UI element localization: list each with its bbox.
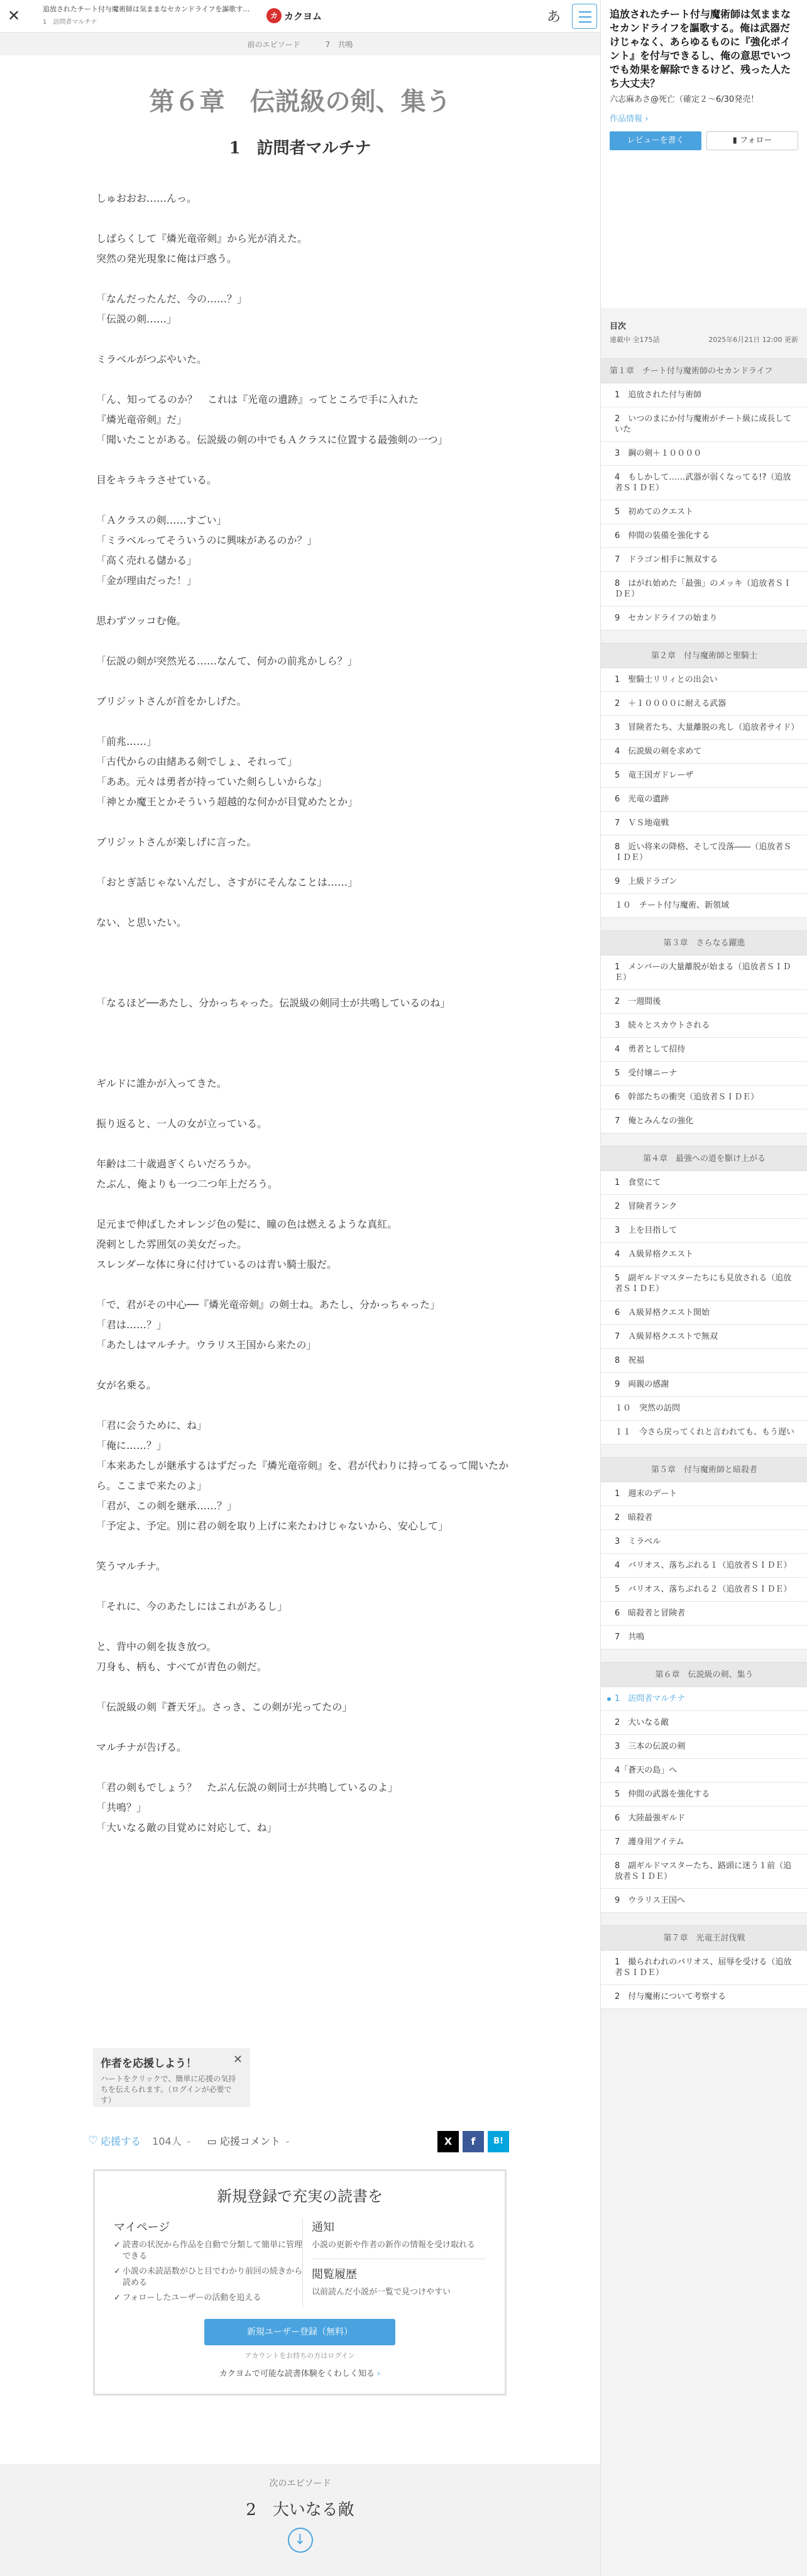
toc-episode-item[interactable]: 8 はがれ始めた「最強」のメッキ（追放者ＳＩＤＥ） [601, 572, 807, 607]
author-name[interactable]: 六志麻あさ@死亡（確定２〜6/30発売！ [610, 95, 759, 104]
updated-date: 2025年6月21日 12:00 更新 [708, 336, 798, 344]
toc-episode-item[interactable]: 2 いつのまにか付与魔術がチート級に成長していた [601, 407, 807, 442]
toc-episode-item[interactable]: 6 Ａ級昇格クエスト開始 [601, 1301, 807, 1325]
body-line: 女が名乗る。 [96, 1379, 157, 1391]
body-line [96, 712, 511, 732]
toc-episode-item[interactable]: 6 仲間の装備を強化する [601, 524, 807, 548]
toc-episode-item[interactable]: 8 祝福 [601, 1349, 807, 1373]
body-line [96, 450, 511, 470]
x-share-icon[interactable]: X [437, 2131, 459, 2152]
toc-episode-item[interactable]: 5 受付嬢ニーナ [601, 1062, 807, 1086]
body-line [96, 1033, 511, 1054]
body-line: 「なるほど──あたし、分かっちゃった。伝説級の剣同士が共鳴しているのね」 [96, 997, 451, 1009]
body-line: 「なんだったんだ、今の……？」 [96, 293, 248, 305]
toc-chapter-heading[interactable]: 第７章 光竜王討伐戦 [601, 1925, 807, 1951]
toc-episode-item[interactable]: 9 上級ドラゴン [601, 870, 807, 894]
logo-text: カクヨム [284, 10, 322, 22]
toc-episode-item[interactable]: 3 三本の伝説の剣 [601, 1735, 807, 1759]
cheer-count[interactable]: 104人 [152, 2135, 182, 2147]
body-line: 「大いなる敵の目覚めに対応して、ね」 [96, 1822, 277, 1834]
body-line [96, 269, 511, 289]
sidebar [600, 0, 807, 2576]
prev-episode-info[interactable]: 7 共鳴 [325, 40, 353, 49]
body-line: 「俺に……？」 [96, 1439, 167, 1451]
facebook-share-icon[interactable]: f [463, 2131, 484, 2152]
support-heading: 作者を応援しよう！ [101, 2057, 197, 2070]
body-line [96, 1717, 511, 1737]
toc-episode-item[interactable]: 6 暗殺者と冒険者 [601, 1602, 807, 1626]
body-line: 「金が理由だった！」 [96, 575, 197, 586]
toc-episode-item[interactable]: 3 ミラベル [601, 1530, 807, 1554]
body-line: 年齢は二十歳過ぎくらいだろうか。 [96, 1158, 258, 1170]
chevron-down-icon[interactable]: ⌄ [283, 2135, 291, 2145]
history-text: 以前読んだ小説が一覧で見つけやすい [312, 2287, 451, 2297]
toc-episode-item[interactable]: 1 メンバーの大量離脱が始まる（追放者ＳＩＤＥ） [601, 955, 807, 990]
chevron-right-icon: › [645, 114, 649, 124]
history-heading: 閲覧履歴 [312, 2259, 486, 2282]
body-line: 「予定よ、予定。別に君の剣を取り上げに来たわけじゃないから、安心して」 [96, 1520, 449, 1532]
font-settings-button[interactable]: あ [547, 9, 561, 25]
chevron-right-icon: › [376, 2369, 381, 2379]
toc-episode-item[interactable]: 3 続々とスカウトされる [601, 1014, 807, 1038]
body-line: 「おとぎ話じゃないんだし、さすがにそんなことは……」 [96, 876, 358, 888]
next-episode-label: 次のエピソード [269, 2479, 331, 2489]
logo-mark-icon: カ [266, 8, 282, 23]
body-line [96, 370, 511, 390]
toc-episode-item[interactable]: 5 仲間の武器を強化する [601, 1783, 807, 1807]
toc-episode-item[interactable]: 8 近い将来の降格、そして没落――（追放者ＳＩＤＥ） [601, 835, 807, 870]
body-line [96, 1395, 511, 1416]
toc-episode-item[interactable]: 2 大いなる敵 [601, 1711, 807, 1735]
table-of-contents-button[interactable] [572, 4, 597, 29]
body-line: 「神とか魔王とかそういう超越的な何かが目覚めたとか」 [96, 796, 358, 808]
body-line [96, 1677, 511, 1697]
toc-chapter-heading[interactable]: 第２章 付与魔術師と聖騎士 [601, 643, 807, 668]
toc-episode-item[interactable]: 1 訪問者マルチナ [601, 1687, 807, 1711]
support-prompt [93, 2048, 250, 2107]
toc-meta [610, 334, 798, 344]
body-line: しばらくして『燐光竜帝剣』から光が消えた。 [96, 233, 308, 245]
prev-episode-link[interactable]: 前のエピソード [247, 40, 300, 49]
body-line [96, 1617, 511, 1637]
body-line [96, 329, 511, 350]
close-icon[interactable]: ✕ [8, 7, 21, 25]
episode-count: 連載中 全175話 [610, 336, 660, 344]
body-line [96, 1013, 511, 1033]
body-line: 「で、君がその中心──『燐光竜帝剣』の剣士ね。あたし、分かっちゃった」 [96, 1299, 440, 1311]
body-line [96, 591, 511, 611]
body-line: マルチナが告げる。 [96, 1741, 187, 1753]
next-episode-section [0, 2464, 600, 2576]
toc-episode-item[interactable]: 8 副ギルドマスターたち、路頭に迷う１前（追放者ＳＩＤＥ） [601, 1854, 807, 1889]
work-title-header[interactable]: 追放されたチート付与魔術師は気ままなセカンドライフを謳歌する。 [43, 5, 256, 13]
body-line [96, 1194, 511, 1214]
toc-episode-item[interactable]: 9 セカンドライフの始まり [601, 607, 807, 630]
body-line [96, 1275, 511, 1295]
arrow-down-icon[interactable]: ↓ [288, 2528, 313, 2553]
body-line: 溌剌とした雰囲気の美女だった。 [96, 1238, 248, 1250]
body-line [96, 209, 511, 229]
toc-episode-item[interactable]: 5 竜王国ガドレーザ [601, 764, 807, 788]
body-line: 「共鳴？」 [96, 1802, 147, 1814]
body-line [96, 1054, 511, 1074]
body-line: たぶん、俺よりも一つ二つ年上だろう。 [96, 1178, 278, 1190]
login-link[interactable]: アカウントをお持ちの方はログイン [244, 2352, 355, 2360]
body-line: 「伝説の剣が突然光る……なんて、何かの前兆かしら？」 [96, 655, 358, 667]
toc-episode-item[interactable]: 6 光竜の遺跡 [601, 788, 807, 812]
body-line: 「それに、今のあたしにはこれがあるし」 [96, 1600, 288, 1612]
toc-episode-item[interactable]: 7 護身用アイテム [601, 1830, 807, 1854]
work-info-link[interactable]: 作品情報 › [610, 114, 649, 124]
body-line: 刀身も、柄も、すべてが青色の剣だ。 [96, 1661, 267, 1673]
body-line: 「伝説の剣……」 [96, 313, 177, 325]
toc-episode-item[interactable]: 6 大陸最強ギルド [601, 1807, 807, 1830]
toc-chapter-heading[interactable]: 第５章 付与魔術師と暗殺者 [601, 1457, 807, 1482]
learn-more-link[interactable]: カクヨムで可能な読書体験をくわしく知る › [219, 2369, 381, 2379]
body-line: ブリジットさんが楽しげに言った。 [96, 836, 257, 848]
chapter-title: 第６章 伝説級の剣、集う [149, 87, 451, 116]
toc-episode-item[interactable]: 9 ウラリス王国へ [601, 1889, 807, 1913]
toc-episode-item[interactable]: 1 聖騎士リリィとの出会い [601, 668, 807, 692]
toc-episode-item[interactable]: 4 バリオス、落ちぶれる１（追放者ＳＩＤＥ） [601, 1554, 807, 1578]
toc-episode-item[interactable]: 1 追放された付与術師 [601, 383, 807, 407]
body-line [96, 490, 511, 510]
body-line: ミラベルがつぶやいた。 [96, 353, 207, 365]
toc-episode-item[interactable]: １０ チート付与魔術、新領域 [601, 894, 807, 918]
body-line [96, 852, 511, 872]
toc-episode-item[interactable]: 6 幹部たちの衝突（追放者ＳＩＤＥ） [601, 1086, 807, 1109]
body-line: しゅおおお……んっ。 [96, 192, 197, 204]
toc-episode-item[interactable]: 2 一週間後 [601, 990, 807, 1014]
body-line [96, 812, 511, 832]
body-line: 足元まで伸ばしたオレンジ色の髪に、瞳の色は燃えるような真紅。 [96, 1218, 398, 1230]
episode-title: 1 訪問者マルチナ [229, 139, 371, 158]
toc-episode-item[interactable]: 5 副ギルドマスターたちにも見放される（追放者ＳＩＤＥ） [601, 1267, 807, 1301]
signup-box [93, 2169, 507, 2396]
toc-episode-item[interactable]: 5 初めてのクエスト [601, 500, 807, 524]
share-buttons [437, 2131, 509, 2152]
toc-episode-item[interactable]: 5 バリオス、落ちぶれる２（追放者ＳＩＤＥ） [601, 1578, 807, 1602]
body-line: 突然の発光現象に俺は戸惑う。 [96, 253, 238, 265]
toc-chapter-heading[interactable]: 第１章 チート付与魔術師のセカンドライフ [601, 358, 807, 383]
body-line: 「ん、知ってるのか？ これは『光竜の遺跡』ってところで手に入れた [96, 394, 419, 405]
chevron-down-icon[interactable]: ⌄ [185, 2135, 192, 2145]
body-line: 『燐光竜帝剣』だ」 [96, 414, 187, 426]
body-line: 「聞いたことがある。伝説級の剣の中でもＡクラスに位置する最強剣の一つ」 [96, 434, 448, 446]
body-line: ブリジットさんが首をかしげた。 [96, 695, 247, 707]
top-bar [0, 0, 600, 33]
body-line: 「ああ。元々は勇者が持っていた剣らしいからな」 [96, 776, 327, 788]
support-text: ハートをクリックで、簡単に応援の気持ちを伝えられます。（ログインが必要です） [101, 2074, 236, 2105]
body-line: 「君の剣もでしょう？ たぶん伝説の剣同士が共鳴しているのよ」 [96, 1781, 398, 1793]
list-icon [579, 11, 591, 13]
table-of-contents [601, 358, 807, 2009]
body-line: 「君は……？」 [96, 1319, 167, 1331]
cheer-button[interactable]: 応援する [101, 2135, 141, 2147]
follow-button[interactable]: ▮ フォロー [706, 131, 798, 150]
body-line [96, 933, 511, 953]
toc-episode-item[interactable]: 7 Ａ級昇格クエストで無双 [601, 1325, 807, 1349]
body-line: 「君が、この剣を継承……？」 [96, 1500, 238, 1512]
toc-episode-item[interactable]: 1 週末のデート [601, 1482, 807, 1506]
body-line: スレンダーな体に身に付けているのは青い騎士服だ。 [96, 1258, 337, 1270]
notify-heading: 通知 [312, 2221, 334, 2234]
body-line [96, 973, 511, 993]
body-line: 「古代からの由緒ある剣でしょ、それって」 [96, 756, 298, 768]
body-line: 「高く売れる儲かる」 [96, 554, 197, 566]
body-line: 「Ａクラスの剣……すごい」 [96, 514, 227, 526]
toc-episode-item[interactable]: 3 鋼の剣＋１００００ [601, 442, 807, 466]
toc-heading: 目次 [610, 322, 627, 331]
body-line: と、背中の剣を抜き放つ。 [96, 1641, 217, 1653]
body-line [96, 1355, 511, 1375]
hatena-share-icon[interactable]: B! [488, 2131, 509, 2152]
body-line: 振り返ると、一人の女が立っている。 [96, 1118, 268, 1130]
work-title[interactable]: 追放されたチート付与魔術師は気ままなセカンドライフを謳歌する。俺は武器だけじゃなく、あらゆるものに『強化ポイント』を付与できるし、俺の意思でいつでも効果を解除できるけど、残った人たち大丈夫？ [610, 8, 791, 89]
mypage-item: ✓ 小説の未読話数がひと目でわかり前回の続きから読める [114, 2266, 302, 2289]
kakuyomu-logo[interactable] [266, 8, 322, 24]
toc-episode-item[interactable]: 7 ドラゴン相手に無双する [601, 548, 807, 572]
body-line [96, 1536, 511, 1556]
body-line [96, 953, 511, 973]
toc-episode-item[interactable]: 4「蒼天の島」へ [601, 1759, 807, 1783]
signup-title: 新規登録で充実の読書を [217, 2188, 383, 2205]
episode-body [96, 189, 511, 1838]
mypage-item: ✓ 読書の状況から作品を自動で分類して簡単に管理できる [114, 2240, 302, 2262]
episode-nav [0, 33, 600, 55]
close-icon[interactable]: ✕ [233, 2053, 243, 2066]
toc-chapter-heading[interactable]: 第４章 最強への道を駆け上がる [601, 1146, 807, 1171]
toc-episode-item[interactable]: 2 付与魔術について考察する [601, 1985, 807, 2009]
toc-chapter-heading[interactable]: 第６章 伝説級の剣、集う [601, 1662, 807, 1687]
toc-episode-item[interactable]: 1 撮られわれのバリオス、屈辱を受ける（追放者ＳＩＤＥ） [601, 1951, 807, 1985]
mypage-item: ✓ フォローしたユーザーの活動を追える [114, 2293, 302, 2304]
body-line [96, 1134, 511, 1154]
toc-episode-item[interactable]: 7 共鳴 [601, 1626, 807, 1649]
body-line: 目をキラキラさせている。 [96, 474, 217, 486]
body-line: 「前兆……」 [96, 735, 157, 747]
comment-button[interactable]: ▭ 応援コメント [207, 2135, 280, 2147]
toc-episode-item[interactable]: 4 勇者として招待 [601, 1038, 807, 1062]
toc-episode-item[interactable]: １０ 突然の訪問 [601, 1397, 807, 1421]
body-line: 「伝説級の剣『蒼天牙』。さっき、この剣が光ってたの」 [96, 1701, 353, 1713]
notify-text: 小説の更新や作者の新作の情報を受け取れる [312, 2240, 476, 2250]
toc-episode-item[interactable]: 3 冒険者たち、大量離脱の兆し（追放者サイド） [601, 716, 807, 740]
next-episode-title[interactable]: 2 大いなる敵 [246, 2501, 354, 2519]
episode-subtitle-header: 1 訪問者マルチナ [43, 19, 97, 26]
bookmark-icon: ▮ [732, 136, 737, 145]
toc-episode-item[interactable]: 2 暗殺者 [601, 1506, 807, 1530]
toc-episode-item[interactable]: 2 冒険者ランク [601, 1195, 807, 1219]
toc-chapter-heading[interactable]: 第３章 さらなる躍進 [601, 930, 807, 955]
toc-episode-item[interactable]: 2 ＋１００００に耐える武器 [601, 692, 807, 716]
reaction-bar [88, 2131, 509, 2150]
body-line [96, 1758, 511, 1778]
body-line: 「あたしはマルチナ。ウラリス王国から来たの」 [96, 1339, 317, 1351]
body-line: ない、と思いたい。 [96, 916, 187, 928]
body-line: 「君に会うために、ね」 [96, 1419, 207, 1431]
body-line [96, 1094, 511, 1114]
toc-episode-item[interactable]: 7 俺とみんなの強化 [601, 1109, 807, 1133]
body-line: ギルドに誰かが入ってきた。 [96, 1077, 227, 1089]
write-review-button[interactable]: レビューを書く [610, 131, 701, 150]
body-line: 笑うマルチナ。 [96, 1560, 166, 1572]
mypage-heading: マイページ [114, 2221, 170, 2234]
toc-episode-item[interactable]: 4 Ａ級昇格クエスト [601, 1243, 807, 1267]
toc-episode-item[interactable]: 4 もしかして……武器が弱くなってる!?（追放者ＳＩＤＥ） [601, 466, 807, 500]
toc-episode-item[interactable]: 1 食堂にて [601, 1171, 807, 1195]
heart-icon[interactable]: ♡ [88, 2133, 99, 2147]
toc-episode-item[interactable]: 7 ＶＳ地竜戦 [601, 812, 807, 835]
body-line [96, 1577, 511, 1597]
toc-episode-item[interactable]: 9 両親の感謝 [601, 1373, 807, 1397]
body-line: 「ミラベルってそういうのに興味があるのか？」 [96, 534, 317, 546]
body-line: 「本来あたしが継承するはずだった『燐光竜帝剣』を、君が代わりに持ってるって聞いたから。ここまで来たのよ」 [96, 1460, 509, 1492]
body-line: 思わずツッコむ俺。 [96, 615, 187, 627]
toc-episode-item[interactable]: 4 伝説級の剣を求めて [601, 740, 807, 764]
toc-episode-item[interactable]: 3 上を目指して [601, 1219, 807, 1243]
body-line [96, 893, 511, 913]
register-button[interactable]: 新規ユーザー登録（無料） [204, 2319, 395, 2345]
toc-episode-item[interactable]: １１ 今さら戻ってくれと言われても、もう遅い [601, 1421, 807, 1445]
body-line [96, 631, 511, 651]
body-line [96, 671, 511, 691]
